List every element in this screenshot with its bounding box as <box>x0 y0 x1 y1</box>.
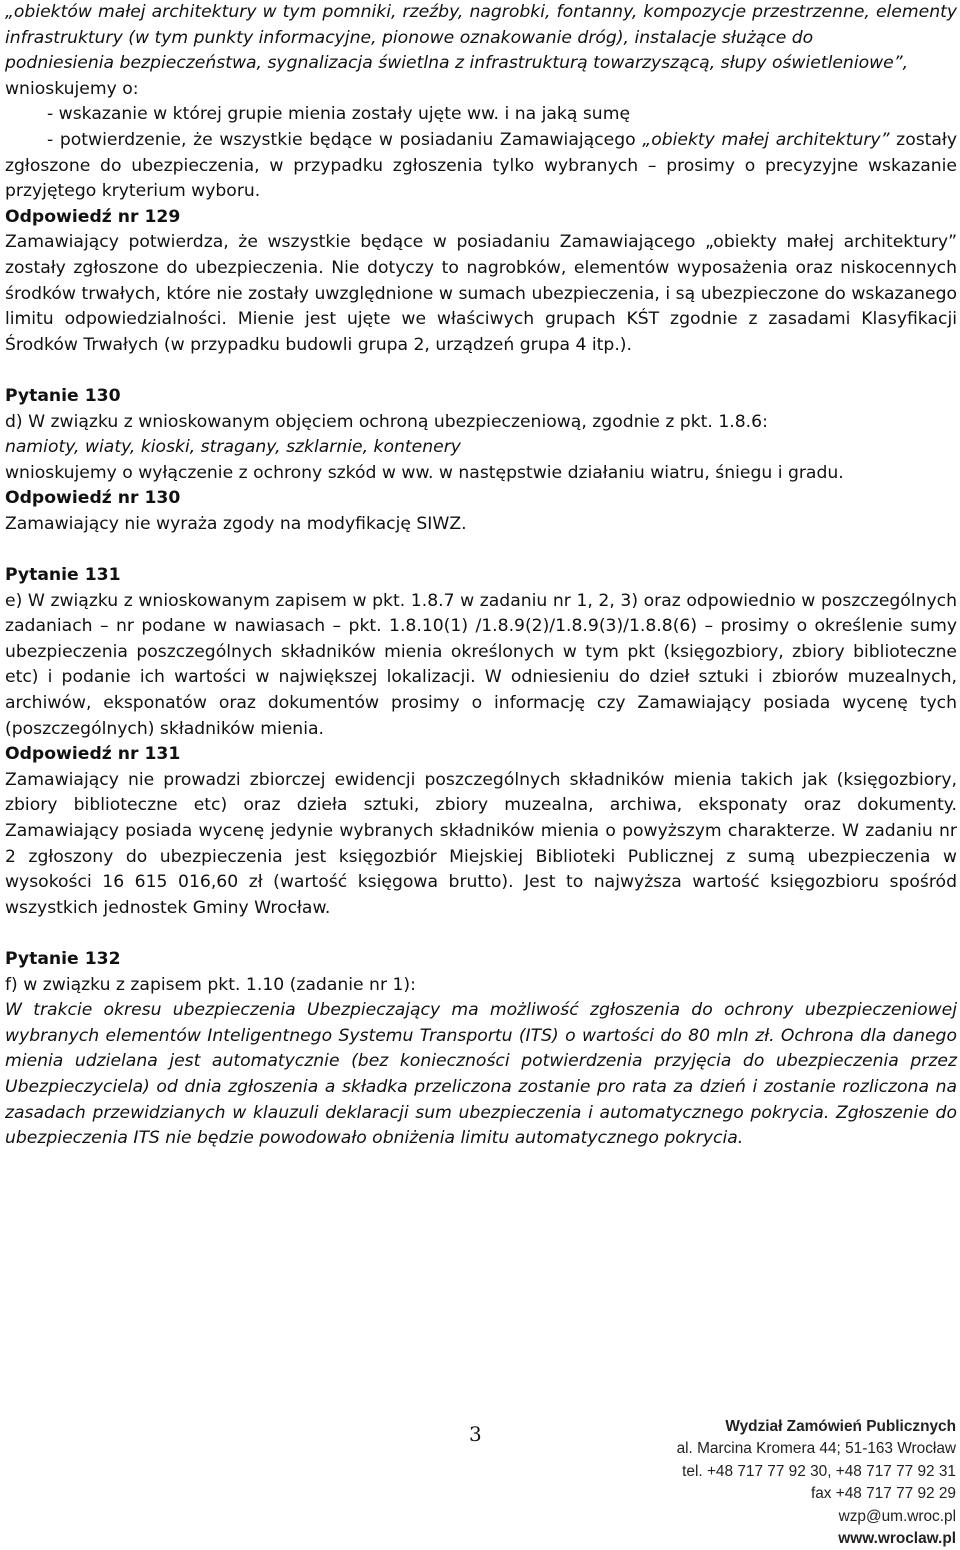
intro-request: wnioskujemy o: <box>5 78 139 99</box>
intro-bullet-2 <box>5 128 957 205</box>
spacer <box>5 921 957 947</box>
footer-org-name: Wydział Zamówień Publicznych <box>725 1418 956 1435</box>
footer-website-link[interactable]: www.wroclaw.pl <box>838 1530 956 1548</box>
answer-130-text: Zamawiający nie wyraża zgody na modyfikację SIWZ. <box>5 513 467 534</box>
answer-130-heading: Odpowiedź nr 130 <box>5 488 181 509</box>
intro-bullet-2-quote: „obiekty małej architektury” <box>642 129 890 150</box>
document-body <box>5 0 957 1152</box>
intro-text-1: „obiektów małej architektury w tym pomniki, rzeźby, nagrobki, fontanny, kompozycje przestrzenne, elementy infrastruktury (w tym punkty informacyjne, pionowe oznakowanie dróg), instalacje służące do <box>5 2 957 48</box>
question-132-heading: Pytanie 132 <box>5 948 121 969</box>
question-132-text: W trakcie okresu ubezpieczenia Ubezpieczający ma możliwość zgłoszenia do ochrony ubezpieczeniowej wybranych elementów Inteligentnego Systemu Transportu (ITS) o wartości do 80 mln zł. Ochrona dla danego mienia udzielana jest automatycznie (bez konieczności potwierdzenia przyjęcia do ubezpieczenia przez Ubezpieczyciela) od dnia zgłoszenia a składka przeliczona zostanie pro rata za dzień i zostanie rozliczona na zasadach przewidzianych w klauzuli deklaracji sum ubezpieczenia i automatycznego pokrycia. Zgłoszenie do ubezpieczenia ITS nie będzie powodowało obniżenia limitu automatycznego pokrycia. <box>5 1000 957 1149</box>
footer-contact-block <box>677 1416 956 1550</box>
intro-bullet-1: - wskazanie w której grupie mienia zostały ujęte ww. i na jaką sumę <box>47 104 631 125</box>
footer-email-link[interactable]: wzp@um.wroc.pl <box>838 1507 956 1525</box>
answer-129-heading: Odpowiedź nr 129 <box>5 206 181 227</box>
question-130-line-1: d) W związku z wnioskowanym objęciem ochroną ubezpieczeniową, zgodnie z pkt. 1.8.6: <box>5 411 768 432</box>
intro-bullet-2-text-c: zostały zgłoszone do ubezpieczenia, w przypadku zgłoszenia tylko wybranych – prosimy o precyzyjne wskazanie przyjętego kryterium wyboru. <box>5 129 957 202</box>
intro-bullet-2-text-a: - potwierdzenie, że wszystkie będące w posiadaniu Zamawiającego <box>47 129 643 150</box>
spacer <box>5 358 957 384</box>
question-131-text: e) W związku z wnioskowanym zapisem w pkt. 1.8.7 w zadaniu nr 1, 2, 3) oraz odpowiednio w poszczególnych zadaniach – nr podane w nawiasach – pkt. 1.8.10(1) /1.8.9(2)/1.8.9(3)/1.8.8(6) – prosimy o określenie sumy ubezpieczenia poszczególnych składników mienia określonych w tym pkt (księgozbiory, zbiory biblioteczne etc) i podanie ich wartości w największej lokalizacji. W odniesieniu do dzieł sztuki i zbiorów muzealnych, archiwów, eksponatów oraz dokumentów prosimy o informację czy Zamawiający posiada wycenę tych (poszczególnych) składników mienia. <box>5 590 957 739</box>
intro-text-2: podniesienia bezpieczeństwa, sygnalizacja świetlna z infrastrukturą towarzyszącą, słupy oświetleniowe”, <box>5 53 909 74</box>
spacer <box>5 537 957 563</box>
question-130-line-2: namioty, wiaty, kioski, stragany, szklarnie, kontenery <box>5 437 461 458</box>
question-130-line-3: wnioskujemy o wyłączenie z ochrony szkód w ww. w następstwie działaniu wiatru, śniegu i gradu. <box>5 462 844 483</box>
answer-131-text: Zamawiający nie prowadzi zbiorczej ewidencji poszczególnych składników mienia takich jak (księgozbiory, zbiory biblioteczne etc) oraz dzieła sztuki, zbiory muzealna, archiwa, eksponaty oraz dokumenty. Zamawiający posiada wycenę jedynie wybranych składników mienia o powyższym charakterze. W zadaniu nr 2 zgłoszony do ubezpieczenia jest księgozbiór Miejskiej Biblioteki Publicznej z sumą ubezpieczenia w wysokości 16 615 016,60 zł (wartość księgowa brutto). Jest to najwyższa wartość księgozbioru spośród wszystkich jednostek Gminy Wrocław. <box>5 769 957 918</box>
answer-129-text: Zamawiający potwierdza, że wszystkie będące w posiadaniu Zamawiającego „obiekty małej architektury” zostały zgłoszone do ubezpieczenia. Nie dotyczy to nagrobków, elementów wyposażenia oraz niskocennych środków trwałych, które nie zostały uwzględnione w sumach ubezpieczenia, i są ubezpieczone do wskazanego limitu odpowiedzialności. Mienie jest ujęte we właściwych grupach KŚT zgodnie z zasadami Klasyfikacji Środków Trwałych (w przypadku budowli grupa 2, urządzeń grupa 4 itp.). <box>5 232 957 355</box>
intro-paragraph <box>5 0 957 77</box>
question-132-line-1: f) w związku z zapisem pkt. 1.10 (zadanie nr 1): <box>5 974 416 995</box>
footer-fax: fax +48 717 77 92 29 <box>810 1485 956 1503</box>
footer-address: al. Marcina Kromera 44; 51-163 Wrocław <box>676 1440 956 1458</box>
question-131-heading: Pytanie 131 <box>5 565 121 586</box>
footer-phone: tel. +48 717 77 92 30, +48 717 77 92 31 <box>682 1462 956 1480</box>
question-130-heading: Pytanie 130 <box>5 385 121 406</box>
page-number: 3 <box>469 1422 482 1446</box>
answer-131-heading: Odpowiedź nr 131 <box>5 744 181 765</box>
